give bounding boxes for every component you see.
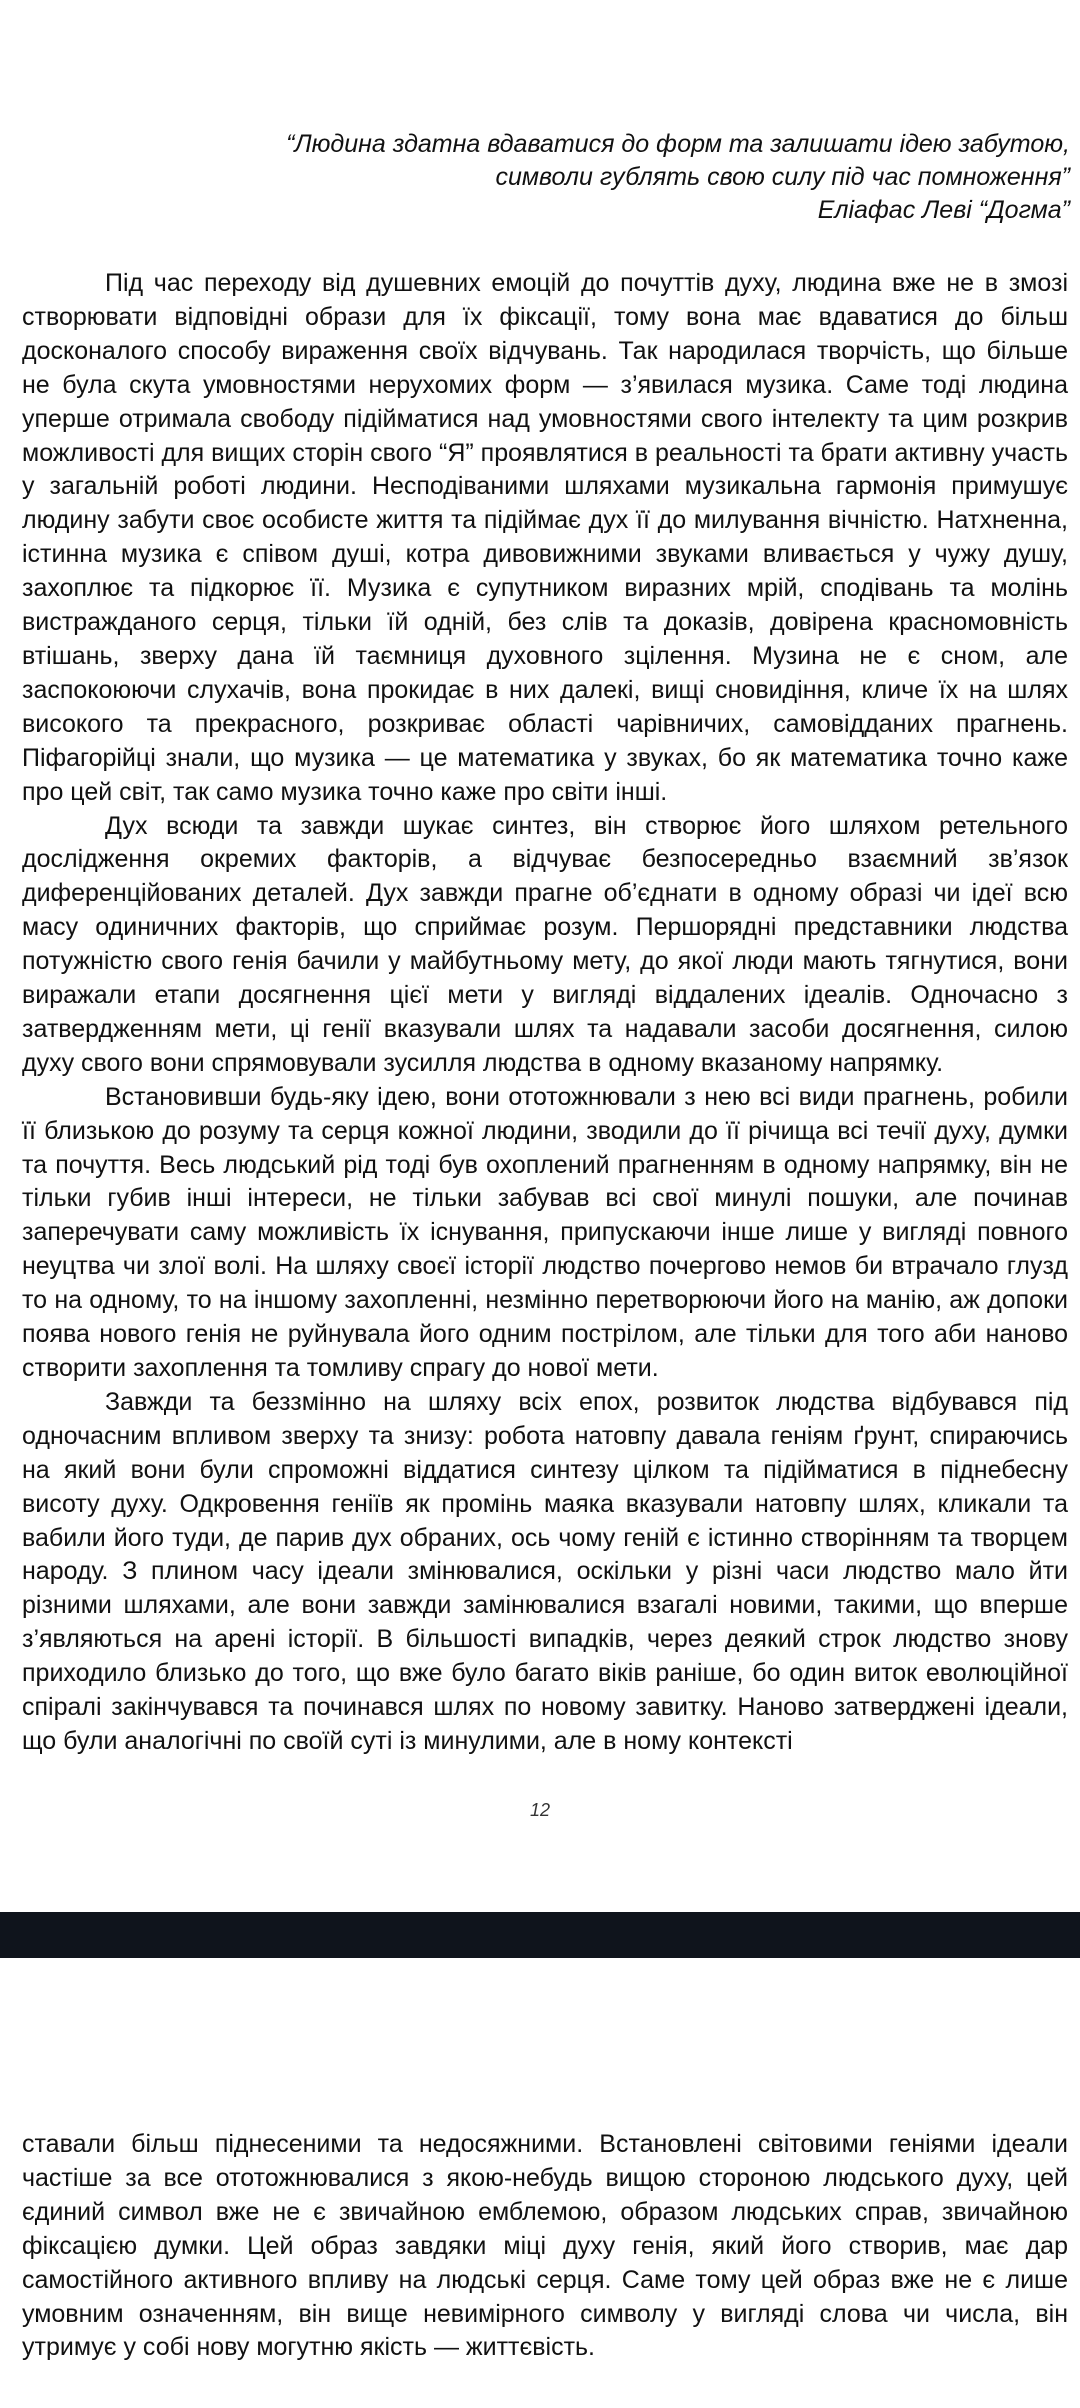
paragraph: Завжди та беззмінно на шляху всіх епох, розвиток людства відбувався під одночасним впливом зверху та знизу: робота натовпу давала геніям ґрунт, спираючись на який вони були спроможні віддатися синтезу цілком та підійматися в піднебесну висоту духу. Одкровення геніїв як промінь маяка вказували натовпу шлях, кликали та вабили його туди, де парив дух обраних, ось чому геній є істинно створінням та творцем народу. З плином часу ідеали змінювалися, оскільки у різні часи людство мало йти різними шляхами, але вони завжди замінювалися взагалі новими, такими, що вперше з’являються на арені історії. В більшості випадків, через деякий строк людство знову приходило близько до того, що вже було багато віків раніше, бо один виток еволюційної спіралі закінчувався та починався шлях по новому завитку. Наново затверджені ідеали, що були аналогічні по своїй суті із минулими, але в ному контексті bbox=[22, 1387, 1068, 1755]
epigraph bbox=[100, 128, 1070, 227]
paragraph: Встановивши будь-яку ідею, вони ототожнювали з нею всі види прагнень, робили її близькою до розуму та серця кожної людини, зводили до її річища всі течії духу, думки та почуття. Весь людський рід тоді був охоплений прагненням в одному напрямку, він не тільки губив інші інтереси, не тільки забував всі свої минулі пошуки, але починав заперечувати саму можливість їх існування, припускаючи інше лише у вигляді повного неуцтва чи злої волі. На шляху своєї історії людство почергово немов би втрачало глузд то на одному, то на іншому захопленні, незмінно перетворюючи його на манію, аж допоки поява нового генія не руйнувала його одним пострілом, але тільки для того аби наново створити захоплення та томливу спрагу до нової мети. bbox=[22, 1082, 1068, 1382]
epigraph-line-1: “Людина здатна вдаватися до форм та залишати ідею забутою, bbox=[286, 130, 1070, 158]
epigraph-attribution: Еліафас Леві “Догма” bbox=[817, 196, 1070, 224]
paragraph: Дух всюди та завжди шукає синтез, він створює його шляхом ретельного дослідження окремих факторів, а відчуває безпосередньо взаємний зв’язок диференційованих деталей. Дух завжди прагне об’єднати в одному образі чи ідеї всю масу одиничних факторів, що сприймає розум. Першорядні представники людства потужністю свого генія бачили у майбутньому мету, до якої люди мають тягнутися, вони виражали етапи досягнення цієї мети у вигляді віддалених ідеалів. Одночасно з затвердженням мети, ці генії вказували шлях та надавали засоби досягнення, силою духу свого вони спрямовували зусилля людства в одному вказаному напрямку. bbox=[22, 811, 1068, 1077]
paragraph: Під час переходу від душевних емоцій до почуттів духу, людина вже не в змозі створювати відповідні образи для їх фіксації, тому вона має вдаватися до більш досконалого способу вираження своїх відчувань. Так народилася творчість, що більше не була скута умовностями нерухомих форм — з’явилася музика. Саме тоді людина уперше отримала свободу підійматися над умовностями свого інтелекту та цим розкрив можливості для вищих сторін свого “Я” проявлятися в реальності та брати активну участь у загальній роботі людини. Несподіваними шляхами музикальна гармонія примушує людину забути своє особисте життя та підіймає дух її до милування вічністю. Натхненна, істинна музика є співом душі, котра дивовижними звуками вливається у чужу душу, захоплює та підкорює її. Музика є супутником виразних мрій, сподівань та молінь вистражданого серця, тільки їй одній, без слів та доказів, довірена красномовність втішань, зверху дана їй таємниця духовного зцілення. Музина не є сном, але заспокоюючи слухачів, вона прокидає в них далекі, вищі сновидіння, кличе їх на шлях високого та прекрасного, розкриває області чарівничих, самовідданих прагнень. Піфагорійці знали, що музика — це математика у звуках, бо як математика точно каже про цей світ, так само музика точно каже про світи інші. bbox=[22, 269, 1068, 806]
next-document-page bbox=[0, 1958, 1080, 2408]
page-number: 12 bbox=[529, 1800, 551, 1820]
epigraph-line-2: символи гублять свою силу під час помноження” bbox=[495, 163, 1070, 191]
body-text bbox=[22, 2128, 1068, 2365]
paragraph: ставали більш піднесеними та недосяжними. Встановлені світовими геніями ідеали частіше за все ототожнювалися з якою-небудь вищою стороною людського духу, цей єдиний символ вже не є звичайною емблемою, образом людських справ, звичайною фіксацією думки. Цей образ завдяки міці духу генія, який його створив, має дар самостійного активного впливу на людські серця. Саме тому цей образ вже не є лише умовним означенням, він вище невимірного символу у вигляді слова чи числа, він утримує у собі нову могутню якість — життєвість. bbox=[22, 2130, 1068, 2362]
body-text bbox=[22, 267, 1068, 1759]
page-separator bbox=[0, 1912, 1080, 1958]
